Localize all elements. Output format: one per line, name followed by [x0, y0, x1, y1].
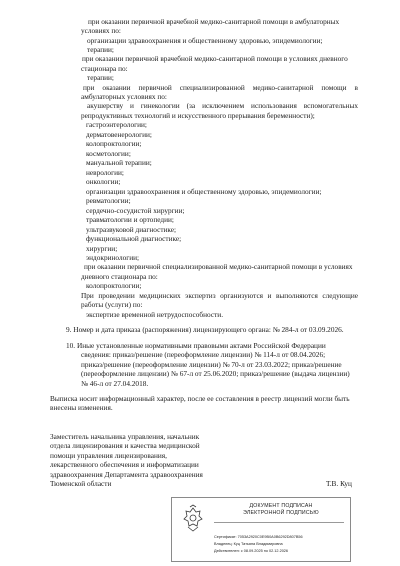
body-line: при оказании первичной врачебной медико-санитарной помощи в амбулаторных — [88, 17, 340, 26]
body-line: терапии; — [87, 73, 114, 82]
body-line: эндокринологии; — [86, 253, 140, 262]
body-line: гастроэнтерологии; — [86, 120, 147, 129]
signer-title-line: лекарственного обеспечения и информатизации — [50, 460, 199, 469]
body-line: при оказании первичной специализированной медико-санитарной помощи в — [83, 83, 358, 92]
e-signature-stamp — [171, 497, 351, 562]
item-9: 9. Номер и дата приказа (распоряжения) лицензирующего органа: № 284-л от 03.09.2026. — [66, 325, 344, 334]
body-line: стационара по: — [81, 64, 128, 73]
body-line: колопроктологии; — [86, 139, 142, 148]
body-line: функциональной диагностике; — [86, 234, 182, 243]
body-line: акушерству и гинекологии (за исключением использования вспомогательных — [87, 101, 358, 110]
body-line: колопроктологии; — [86, 281, 142, 290]
signer-title-line: Тюменской области — [50, 479, 112, 488]
stamp-title-line: ЭЛЕКТРОННОЙ ПОДПИСЬЮ — [243, 510, 319, 516]
signer-title-line: помощи управления лицензирования, — [50, 451, 167, 460]
signer-title-line: отдела лицензирования и качества медицинской — [50, 441, 200, 450]
body-line: ультразвуковой диагностике; — [86, 225, 177, 234]
body-line: организации здравоохранения и общественному здоровью, эпидемиологии; — [86, 187, 322, 196]
signer-title-line: здравоохранения Департамента здравоохранения — [50, 470, 203, 479]
body-line: амбулаторных условиях по: — [81, 92, 167, 101]
coat-of-arms-icon — [178, 504, 208, 534]
body-line: ревматологии; — [86, 196, 131, 205]
body-line: дерматовенерологии; — [86, 130, 152, 139]
notice-line: Выписка носит информационный характер, после ее составления в реестр лицензий могли быть — [50, 394, 350, 403]
item-10-line: приказ/решение (переоформление лицензии) № 70-л от 23.03.2022; приказ/решение — [81, 360, 342, 369]
signer-name: Т.В. Куц — [326, 479, 352, 488]
body-line: косметологии; — [86, 149, 131, 158]
stamp-certificate: Сертификат: 7053A2920C0E9B0A0B6292D807B56 — [214, 535, 303, 539]
body-line: при оказании первичной специализированной медико-санитарной помощи в условиях — [84, 262, 353, 271]
body-line: репродуктивных технологий и искусственного прерывания беременности); — [81, 111, 315, 120]
stamp-divider — [214, 522, 344, 523]
item-10-line: (переоформление лицензии) № 67-л от 25.06.2020; приказ/решение (выдача лицензии) — [81, 369, 350, 378]
stamp-title-line: ДОКУМЕНТ ПОДПИСАН — [249, 503, 313, 509]
body-line: дневного стационара по: — [81, 272, 158, 281]
body-line: мануальной терапии; — [86, 158, 152, 167]
item-10-line: сведения: приказ/решение (переоформление лицензии) № 114-л от 08.04.2026; — [81, 350, 326, 359]
item-10-line: № 46-л от 27.04.2018. — [81, 379, 149, 388]
body-line: хирургии; — [86, 244, 118, 253]
body-line: условиях по: — [81, 26, 121, 35]
body-line: при оказании первичной врачебной медико-санитарной помощи в условиях дневного — [82, 54, 348, 63]
signer-title-line: Заместитель начальника управления, начальник — [50, 432, 200, 441]
body-line: При проведении медицинских экспертиз организуются и выполняются следующие — [81, 291, 358, 300]
notice-line: внесены изменения. — [50, 403, 113, 412]
body-line: неврологии; — [86, 168, 124, 177]
stamp-validity: Действителен: с 08.09.2025 по 02.12.2026 — [214, 549, 289, 553]
stamp-owner: Владелец: Куц Татьяна Владимировна — [214, 542, 283, 546]
body-line: онкологии; — [86, 177, 121, 186]
body-line: экспертизе временной нетрудоспособности. — [86, 310, 224, 319]
body-line: организации здравоохранения и общественному здоровью, эпидемиологии; — [87, 36, 323, 45]
body-line: терапии; — [87, 45, 114, 54]
body-line: сердечно-сосудистой хирургии; — [86, 206, 185, 215]
item-10-line: 10. Иные установленные нормативными правовыми актами Российской Федерации — [66, 341, 326, 350]
body-line: травматологии и ортопедии; — [86, 215, 174, 224]
body-line: работы (услуги) по: — [81, 300, 143, 309]
